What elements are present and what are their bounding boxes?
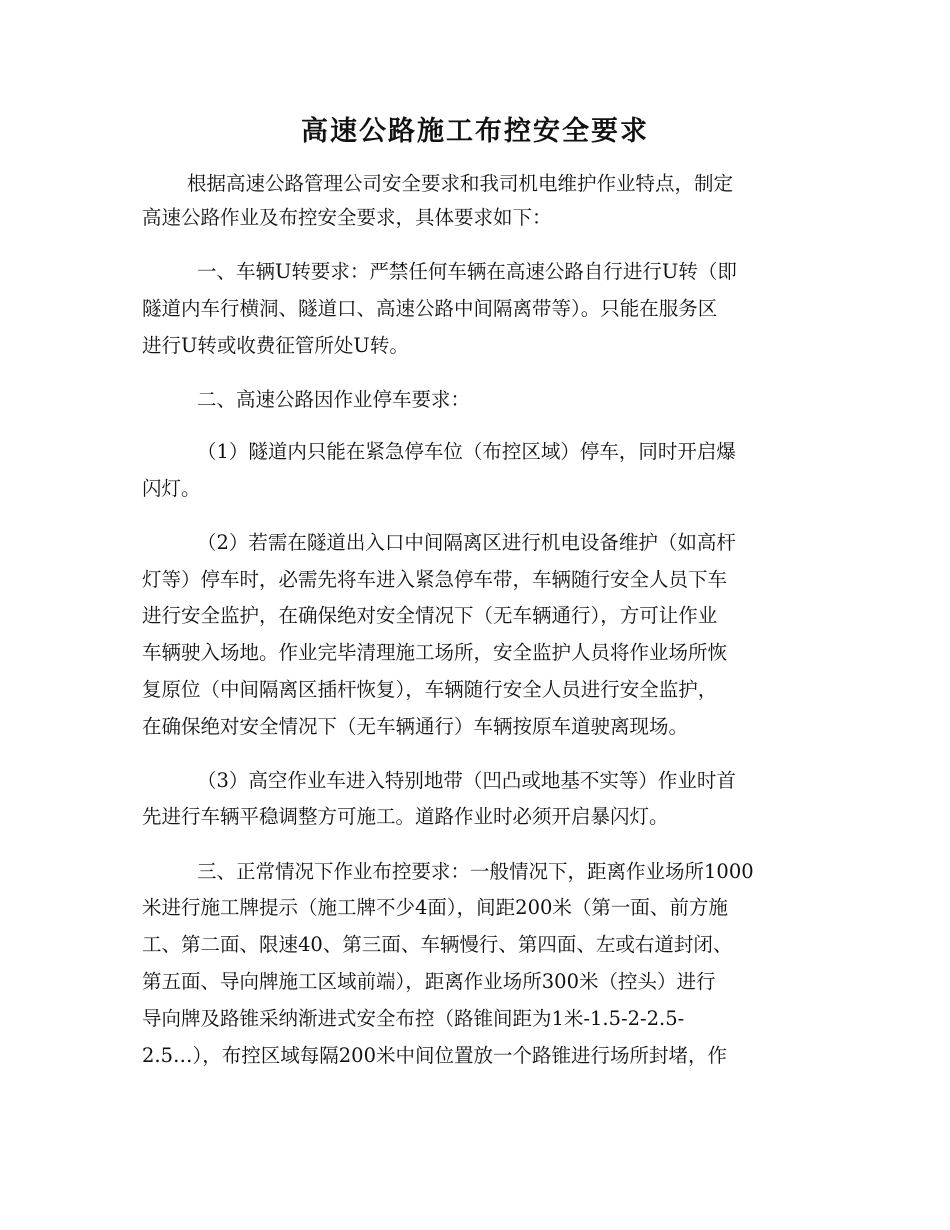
document-title: 高速公路施工布控安全要求 <box>301 116 649 147</box>
paragraph-line: （3）高空作业车进入特别地带（凹凸或地基不实等）作业时首 <box>197 769 736 792</box>
paragraph-line: 高速公路作业及布控安全要求，具体要求如下： <box>142 206 552 229</box>
paragraph-line: 米进行施工牌提示（施工牌不少4面），间距200米（第一面、前方施 <box>142 896 728 919</box>
paragraph-line: 导向牌及路锥采纳渐进式安全布控（路锥间距为1米-1.5-2-2.5- <box>142 1007 685 1030</box>
paragraph-line: 闪灯。 <box>142 477 201 500</box>
paragraph-line: 车辆驶入场地。作业完毕清理施工场所，安全监护人员将作业场所恢 <box>142 641 728 664</box>
paragraph-line: 二、高速公路因作业停车要求： <box>197 388 471 411</box>
paragraph-line: （2）若需在隧道出入口中间隔离区进行机电设备维护（如高杆 <box>197 531 736 554</box>
paragraph-line: 隧道内车行横洞、隧道口、高速公路中间隔离带等）。只能在服务区 <box>142 297 718 320</box>
paragraph-line: 先进行车辆平稳调整方可施工。道路作业时必须开启暴闪灯。 <box>142 805 669 828</box>
paragraph-line: 三、正常情况下作业布控要求：一般情况下，距离作业场所1000 <box>197 860 754 883</box>
paragraph-line: 一、车辆U转要求：严禁任何车辆在高速公路自行进行U转（即 <box>197 260 737 283</box>
paragraph-line: 第五面、导向牌施工区域前端），距离作业场所300米（控头）进行 <box>142 970 716 993</box>
paragraph-line: 根据高速公路管理公司安全要求和我司机电维护作业特点，制定 <box>187 172 734 195</box>
paragraph-line: 复原位（中间隔离区插杆恢复），车辆随行安全人员进行安全监护， <box>142 678 718 701</box>
paragraph-line: 进行U转或收费征管所处U转。 <box>142 334 409 357</box>
paragraph-line: （1）隧道内只能在紧急停车位（布控区域）停车，同时开启爆 <box>197 440 736 463</box>
paragraph-line: 工、第二面、限速40、第三面、车辆慢行、第四面、左或右道封闭、 <box>142 933 733 956</box>
paragraph-line: 在确保绝对安全情况下（无车辆通行）车辆按原车道驶离现场。 <box>142 715 689 738</box>
paragraph-line: 2.5…），布控区域每隔200米中间位置放一个路锥进行场所封堵，作 <box>142 1044 727 1067</box>
paragraph-line: 进行安全监护，在确保绝对安全情况下（无车辆通行），方可让作业 <box>142 604 718 627</box>
paragraph-line: 灯等）停车时，必需先将车进入紧急停车带，车辆随行安全人员下车 <box>142 568 728 591</box>
